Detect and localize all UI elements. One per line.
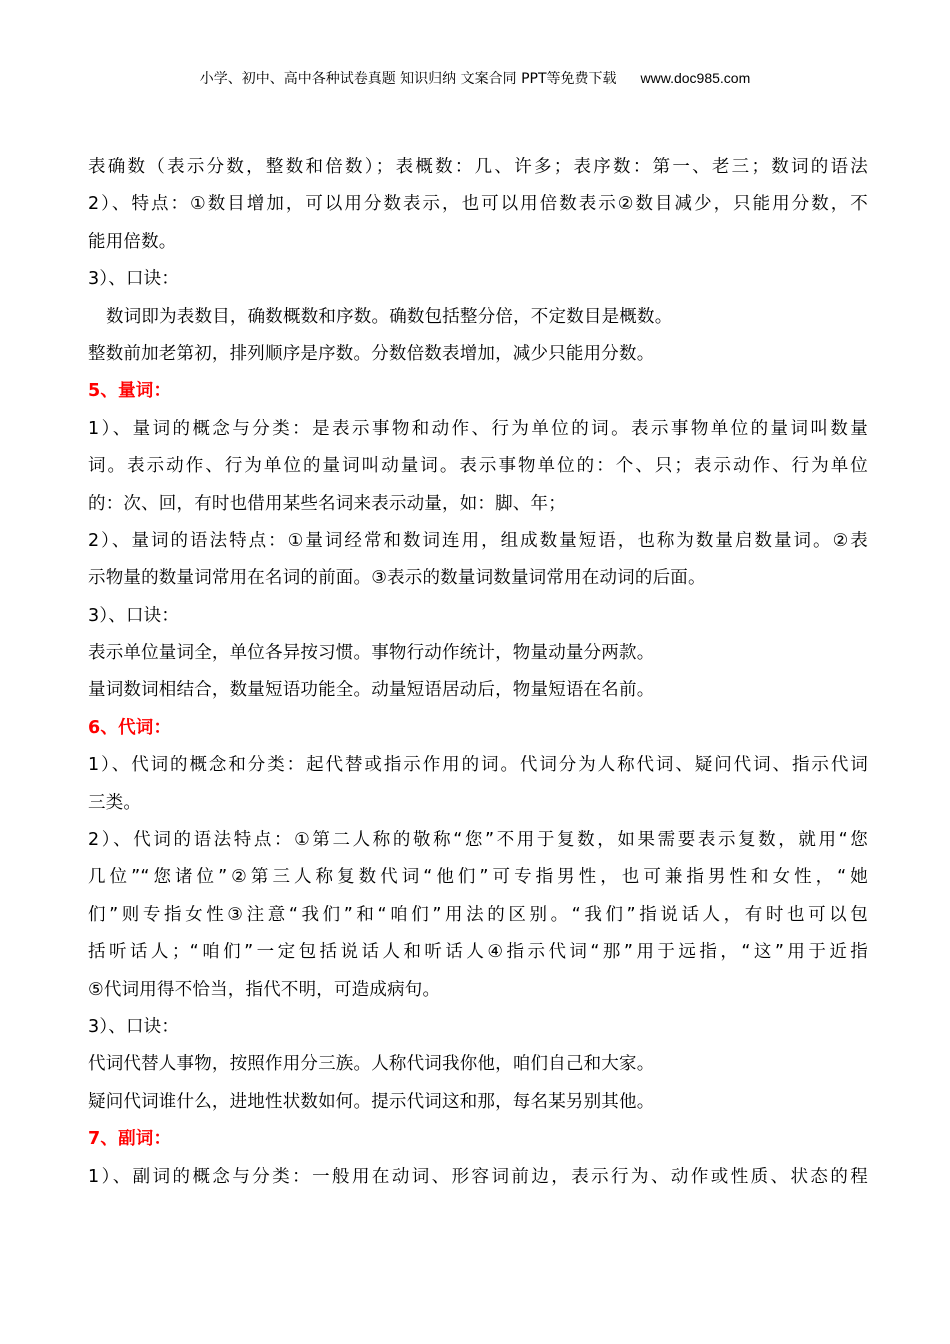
text-line: 1）、代词的概念和分类：起代替或指示作用的词。代词分为人称代词、疑问代词、指示代词: [88, 755, 868, 776]
document-body: [88, 149, 868, 1196]
text-line: 表确数（表示分数，整数和倍数）；表概数：几、许多；表序数：第一、老三；数词的语法: [88, 157, 868, 177]
text-line: 3）、口诀：: [88, 269, 180, 290]
text-line: 三类。: [88, 792, 142, 813]
text-line: 整数前加老第初，排列顺序是序数。分数倍数表增加，减少只能用分数。: [88, 343, 655, 364]
header-site-link[interactable]: www.doc985.com: [640, 70, 751, 86]
text-line: 代词代替人事物，按照作用分三族。人称代词我你他，咱们自己和大家。: [88, 1054, 655, 1075]
text-line: 的：次、回，有时也借用某些名词来表示动量，如：脚、年；: [88, 493, 566, 514]
text-line: 2）、代词的语法特点：①第二人称的敬称“您”不用于复数，如果需要表示复数，就用“您: [88, 830, 868, 851]
text-line: 示物量的数量词常用在名词的前面。③表示的数量词数量词常用在动词的后面。: [88, 568, 706, 589]
text-line: 1）、量词的概念与分类：是表示事物和动作、行为单位的词。表示事物单位的量词叫数量: [88, 418, 868, 439]
page-header: [0, 68, 950, 89]
text-line: 词。表示动作、行为单位的量词叫动量词。表示事物单位的：个、只；表示动作、行为单位: [88, 456, 868, 477]
text-line: 表示单位量词全，单位各异按习惯。事物行动作统计，物量动量分两款。: [88, 643, 655, 664]
text-line: 1）、副词的概念与分类：一般用在动词、形容词前边，表示行为、动作或性质、状态的程: [88, 1166, 868, 1187]
text-line: 们”则专指女性③注意“我们”和“咱们”用法的区别。“我们”指说话人，有时也可以包: [88, 904, 868, 925]
text-line: 括听话人；“咱们”一定包括说话人和听话人④指示代词“那”用于远指，“这”用于近指: [88, 942, 868, 963]
section-heading: 6、代词：: [88, 717, 172, 738]
text-line: 几位”“您诸位”②第三人称复数代词“他们”可专指男性，也可兼指男性和女性，“她: [88, 867, 868, 888]
text-line: 疑问代词谁什么，进地性状数如何。提示代词这和那，每名某另别其他。: [88, 1091, 655, 1112]
section-heading: 5、量词：: [88, 381, 172, 402]
text-line: 3）、口诀：: [88, 1016, 180, 1037]
text-line: 2）、特点：①数目增加，可以用分数表示，也可以用倍数表示②数目减少，只能用分数，不: [88, 194, 868, 215]
text-line: ⑤代词用得不恰当，指代不明，可造成病句。: [88, 979, 441, 1000]
section-heading: 7、副词：: [88, 1129, 172, 1150]
text-line: 能用倍数。: [88, 231, 177, 252]
text-line: 数词即为表数目，确数概数和序数。确数包括整分倍，不定数目是概数。: [106, 306, 673, 327]
text-line: 量词数词相结合，数量短语功能全。动量短语居动后，物量短语在名前。: [88, 680, 655, 701]
text-line: 2）、量词的语法特点：①量词经常和数词连用，组成数量短语，也称为数量启数量词。②表: [88, 530, 868, 551]
text-line: 3）、口诀：: [88, 605, 180, 626]
header-text: 小学、初中、高中各种试卷真题 知识归纳 文案合同 PPT等免费下载: [199, 71, 617, 87]
